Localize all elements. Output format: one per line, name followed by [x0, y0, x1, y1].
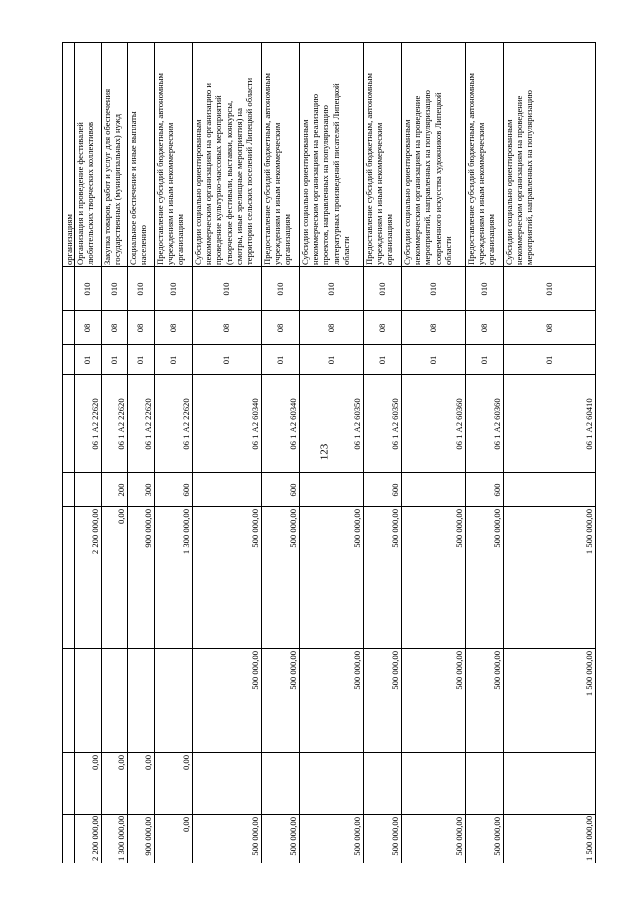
table-cell — [127, 473, 154, 507]
cell-value: 600 — [389, 483, 400, 497]
table-cell — [101, 753, 127, 815]
table-cell — [503, 473, 595, 507]
table-cell — [261, 311, 299, 345]
cell-value: 01 — [108, 355, 119, 365]
cell-value: 01 — [82, 355, 93, 365]
table-cell — [465, 507, 503, 649]
table-cell — [63, 753, 74, 815]
table-cell — [127, 507, 154, 649]
table-cell — [74, 815, 101, 863]
cell-value: 01 — [478, 355, 489, 365]
row-name-cell — [127, 43, 154, 267]
row-name-cell — [465, 43, 503, 267]
table-cell — [299, 345, 363, 375]
table-cell — [503, 649, 595, 753]
table-cell — [299, 375, 363, 473]
table-cell — [101, 649, 127, 753]
table-cell — [154, 345, 192, 375]
table-cell — [154, 473, 192, 507]
row-name-line: организациям — [384, 214, 395, 265]
cell-value: 0,00 — [89, 755, 100, 771]
table-cell — [63, 345, 74, 375]
cell-value: 06 1 А2 60360 — [491, 398, 502, 450]
table-cell — [101, 815, 127, 863]
table-cell — [363, 507, 401, 649]
cell-value: 06 1 А2 22620 — [142, 398, 153, 450]
table-cell — [101, 507, 127, 649]
row-name-line: организациям — [282, 214, 293, 265]
cell-value: 500 000,00 — [389, 509, 400, 548]
cell-value: 500 000,00 — [249, 509, 260, 548]
row-name-line: любительских творческих коллективов — [85, 121, 96, 265]
cell-value: 06 1 А2 60350 — [389, 398, 400, 450]
row-name-line: населению — [138, 225, 149, 265]
table-cell — [363, 649, 401, 753]
cell-value: 08 — [325, 323, 336, 333]
table-cell — [127, 649, 154, 753]
cell-value: 1 500 000,00 — [583, 815, 594, 861]
table-cell — [192, 507, 261, 649]
table-cell — [74, 345, 101, 375]
cell-value: 0,00 — [142, 755, 153, 771]
table-cell — [465, 375, 503, 473]
cell-value: 500 000,00 — [351, 817, 362, 856]
row-name-line: Субсидии социально ориентированным — [300, 119, 310, 265]
cell-value: 010 — [274, 282, 285, 296]
table-cell — [154, 311, 192, 345]
table-cell — [63, 507, 74, 649]
table-cell — [127, 375, 154, 473]
table-cell — [503, 375, 595, 473]
row-name-line: проведение культурно-массовых мероприятий — [213, 95, 224, 265]
row-name-line: некоммерческим организациям на организацию и — [203, 83, 214, 265]
cell-value: 600 — [180, 483, 191, 497]
cell-value: 2 200 000,00 — [89, 815, 100, 861]
table-cell — [503, 815, 595, 863]
cell-value: 500 000,00 — [453, 817, 464, 856]
cell-value: 01 — [376, 355, 387, 365]
table-cell — [63, 311, 74, 345]
cell-value: 01 — [167, 355, 178, 365]
cell-value: 2 200 000,00 — [89, 509, 100, 555]
row-name-line: учреждениям и иным некоммерческим — [476, 122, 487, 265]
table-cell — [363, 815, 401, 863]
table-cell — [401, 815, 465, 863]
cell-value: 010 — [376, 282, 387, 296]
table-cell — [101, 345, 127, 375]
table-cell — [101, 473, 127, 507]
table-cell — [363, 753, 401, 815]
table-row — [154, 43, 193, 863]
table-cell — [401, 375, 465, 473]
row-name-line: некоммерческим организациям на реализацию — [310, 93, 321, 265]
table-cell — [465, 311, 503, 345]
table-cell — [192, 473, 261, 507]
cell-value: 500 000,00 — [389, 817, 400, 856]
cell-value: 08 — [543, 323, 554, 333]
cell-value: 06 1 А2 60340 — [287, 398, 298, 450]
table-cell — [503, 753, 595, 815]
cell-value: 01 — [274, 355, 285, 365]
row-name-line: области — [442, 236, 453, 265]
table-cell — [299, 649, 363, 753]
cell-value: 06 1 А2 22620 — [180, 398, 191, 450]
row-name-line: смотры, иные зрелищные мероприятия) на — [233, 108, 244, 265]
row-name-line: Предоставление субсидий бюджетным, автономным — [364, 73, 374, 265]
row-name-line: области — [340, 236, 351, 265]
table-row — [401, 43, 466, 863]
table-cell — [299, 815, 363, 863]
table-row — [127, 43, 155, 863]
table-cell — [363, 311, 401, 345]
table-cell — [299, 267, 363, 311]
row-name-line: Социальное обеспечение и иные выплаты — [128, 111, 138, 265]
table-cell — [465, 753, 503, 815]
cell-value: 900 000,00 — [142, 817, 153, 856]
row-name-cell — [101, 43, 127, 267]
table-cell — [192, 753, 261, 815]
table-cell — [503, 345, 595, 375]
budget-table — [62, 42, 596, 863]
table-cell — [192, 345, 261, 375]
table-cell — [127, 753, 154, 815]
cell-value: 01 — [221, 355, 232, 365]
cell-value: 01 — [543, 355, 554, 365]
table-row — [363, 43, 402, 863]
table-row — [465, 43, 504, 863]
cell-value: 010 — [167, 282, 178, 296]
row-name-line: учреждениям и иным некоммерческим — [272, 122, 283, 265]
table-cell — [503, 507, 595, 649]
table-cell — [74, 267, 101, 311]
table-cell — [261, 815, 299, 863]
cell-value: 1 500 000,00 — [583, 651, 594, 697]
table-cell — [63, 649, 74, 753]
cell-value: 010 — [427, 282, 438, 296]
cell-value: 1 300 000,00 — [115, 815, 126, 861]
table-cell — [503, 311, 595, 345]
cell-value: 06 1 А2 60340 — [249, 398, 260, 450]
table-cell — [401, 649, 465, 753]
table-cell — [74, 473, 101, 507]
table-cell — [261, 507, 299, 649]
cell-value: 08 — [376, 323, 387, 333]
row-name-line: организациям — [486, 214, 497, 265]
row-name-line: (творческие фестивали, выставки, конкурсы, — [223, 100, 234, 265]
cell-value: 010 — [478, 282, 489, 296]
table-cell — [63, 473, 74, 507]
row-name-cell — [503, 43, 595, 267]
row-name-line: учреждениям и иным некоммерческим — [374, 122, 385, 265]
row-name-line: Предоставление субсидий бюджетным, автономным — [262, 73, 272, 265]
row-name-cell — [299, 43, 363, 267]
row-name-line: мероприятий, направленных на популяризацию — [422, 90, 433, 265]
row-name-line: Субсидии социально ориентированным — [504, 119, 514, 265]
cell-value: 01 — [325, 355, 336, 365]
cell-value: 300 — [142, 483, 153, 497]
table-cell — [192, 815, 261, 863]
table-cell — [401, 345, 465, 375]
row-name-line: некоммерческим организациям на проведение — [514, 95, 525, 265]
table-cell — [363, 267, 401, 311]
cell-value: 08 — [274, 323, 285, 333]
row-name-line: Организация и проведение фестивалей — [75, 122, 85, 265]
table-cell — [299, 507, 363, 649]
cell-value: 500 000,00 — [351, 651, 362, 690]
cell-value: 0,00 — [180, 817, 191, 833]
cell-value: 0,00 — [115, 509, 126, 525]
cell-value: 200 — [115, 483, 126, 497]
cell-value: 08 — [478, 323, 489, 333]
table-cell — [299, 753, 363, 815]
cell-value: 06 1 А2 60360 — [453, 398, 464, 450]
table-cell — [154, 375, 192, 473]
row-name-cell — [363, 43, 401, 267]
row-name-line: Субсидии социально ориентированным — [402, 119, 412, 265]
cell-value: 010 — [543, 282, 554, 296]
table-cell — [63, 267, 74, 311]
table-cell — [192, 375, 261, 473]
cell-value: 01 — [135, 355, 146, 365]
table-cell — [127, 345, 154, 375]
table-cell — [74, 375, 101, 473]
table-cell — [127, 815, 154, 863]
cell-value: 06 1 А2 22620 — [115, 398, 126, 450]
table-cell — [363, 345, 401, 375]
cell-value: 06 1 А2 60410 — [583, 398, 594, 450]
table-cell — [465, 649, 503, 753]
row-name-cell — [401, 43, 465, 267]
row-name-cell — [192, 43, 261, 267]
table-row — [101, 43, 128, 863]
cell-value: 1 500 000,00 — [583, 509, 594, 555]
cell-value: 500 000,00 — [389, 651, 400, 690]
table-cell — [74, 649, 101, 753]
row-name-line: учреждениям и иным некоммерческим — [165, 122, 176, 265]
table-cell — [154, 267, 192, 311]
cell-value: 08 — [427, 323, 438, 333]
cell-value: 010 — [82, 282, 93, 296]
table-cell — [261, 649, 299, 753]
cell-value: 500 000,00 — [491, 509, 502, 548]
table-cell — [74, 311, 101, 345]
row-name-line: мероприятий, направленных на популяризацию — [524, 90, 535, 265]
cell-value: 500 000,00 — [351, 509, 362, 548]
table-row — [192, 43, 262, 863]
cell-value: 500 000,00 — [287, 651, 298, 690]
cell-value: 500 000,00 — [287, 817, 298, 856]
table-cell — [192, 649, 261, 753]
cell-value: 0,00 — [115, 755, 126, 771]
table-cell — [261, 753, 299, 815]
cell-value: 01 — [427, 355, 438, 365]
cell-value: 010 — [135, 282, 146, 296]
table-cell — [74, 507, 101, 649]
row-name-cell — [63, 43, 74, 267]
table-cell — [261, 267, 299, 311]
table-cell — [401, 473, 465, 507]
row-name-line: государственных (муниципальных) нужд — [112, 113, 123, 265]
row-name-line: организациям — [175, 214, 186, 265]
table-cell — [363, 473, 401, 507]
table-cell — [154, 507, 192, 649]
table-cell — [63, 815, 74, 863]
table-cell — [465, 815, 503, 863]
row-name-line: Закупка товаров, работ и услуг для обеспечения — [102, 88, 112, 265]
table-row — [503, 43, 596, 863]
row-name-line: Предоставление субсидий бюджетным, автономным — [466, 73, 476, 265]
table-cell — [192, 267, 261, 311]
cell-value: 500 000,00 — [249, 817, 260, 856]
table-cell — [154, 649, 192, 753]
table-cell — [63, 375, 74, 473]
table-cell — [261, 375, 299, 473]
cell-value: 010 — [108, 282, 119, 296]
table-cell — [101, 375, 127, 473]
table-cell — [503, 267, 595, 311]
table-cell — [261, 345, 299, 375]
cell-value: 900 000,00 — [142, 509, 153, 548]
cell-value: 06 1 А2 60350 — [351, 398, 362, 450]
cell-value: 06 1 А2 22620 — [89, 398, 100, 450]
table-cell — [192, 311, 261, 345]
row-name-line: организациям — [64, 214, 74, 265]
cell-value: 0,00 — [180, 755, 191, 771]
table-cell — [101, 311, 127, 345]
row-name-line: территории сельских поселений Липецкой области — [244, 77, 254, 265]
table-row — [261, 43, 300, 863]
row-name-cell — [261, 43, 299, 267]
table-cell — [101, 267, 127, 311]
table-cell — [401, 507, 465, 649]
cell-value: 600 — [491, 483, 502, 497]
table-row — [74, 43, 102, 863]
table-cell — [154, 753, 192, 815]
cell-value: 500 000,00 — [491, 651, 502, 690]
cell-value: 08 — [167, 323, 178, 333]
row-name-line: Предоставление субсидий бюджетным, автономным — [155, 73, 165, 265]
table-cell — [127, 267, 154, 311]
cell-value: 08 — [108, 323, 119, 333]
cell-value: 500 000,00 — [491, 817, 502, 856]
row-name-line: некоммерческим организациям на проведение — [412, 95, 423, 265]
row-name-line: современного искусства художников Липецкой — [432, 92, 443, 265]
table-cell — [154, 815, 192, 863]
row-name-line: литературных произведений писателей Липецкой — [330, 83, 341, 265]
cell-value: 600 — [287, 483, 298, 497]
cell-value: 500 000,00 — [287, 509, 298, 548]
page-number: 123 — [318, 443, 330, 461]
table-cell — [299, 473, 363, 507]
row-name-cell — [154, 43, 192, 267]
cell-value: 010 — [221, 282, 232, 296]
table-cell — [261, 473, 299, 507]
cell-value: 010 — [325, 282, 336, 296]
table-cell — [465, 473, 503, 507]
row-name-line: проектов, направленных на популяризацию — [320, 105, 331, 265]
table-cell — [401, 267, 465, 311]
table-cell — [127, 311, 154, 345]
row-name-line: Субсидии социально ориентированным — [193, 119, 203, 265]
cell-value: 500 000,00 — [249, 651, 260, 690]
cell-value: 08 — [82, 323, 93, 333]
table-cell — [74, 753, 101, 815]
table-cell — [401, 311, 465, 345]
cell-value: 500 000,00 — [453, 651, 464, 690]
row-name-cell — [74, 43, 101, 267]
table-cell — [465, 345, 503, 375]
cell-value: 08 — [135, 323, 146, 333]
table-cell — [465, 267, 503, 311]
table-cell — [401, 753, 465, 815]
table-cell — [363, 375, 401, 473]
cell-value: 500 000,00 — [453, 509, 464, 548]
cell-value: 08 — [221, 323, 232, 333]
table-row — [299, 43, 364, 863]
cell-value: 1 300 000,00 — [180, 509, 191, 555]
table-cell — [299, 311, 363, 345]
